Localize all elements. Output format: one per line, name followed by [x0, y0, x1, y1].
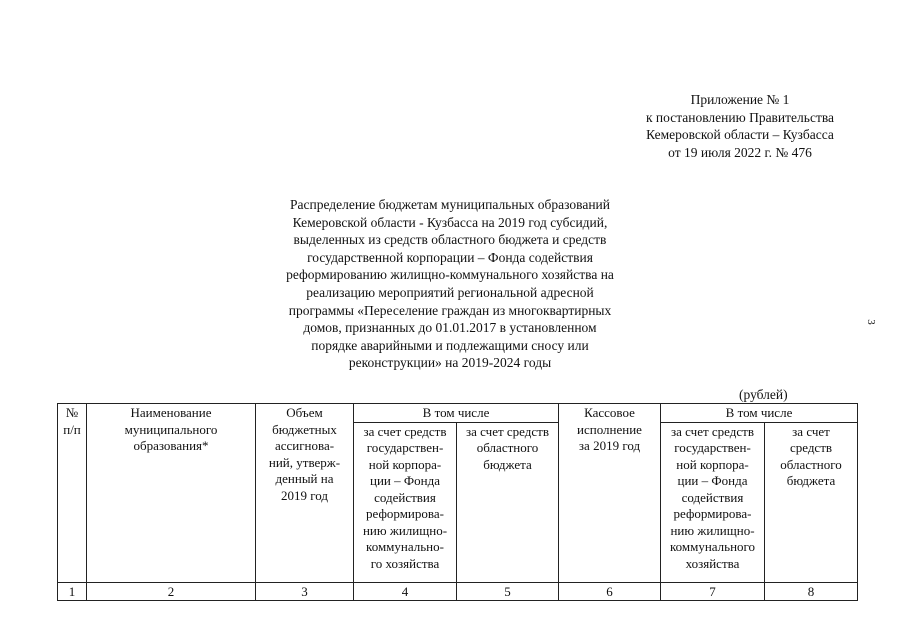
column-number: 7 [661, 582, 765, 601]
title-line: государственной корпорации – Фонда содействия [307, 249, 593, 265]
header-regional-share-2: за счет средств областного бюджета [765, 422, 858, 582]
annex-header [600, 91, 880, 161]
column-numbers-row [58, 582, 858, 601]
header-including-1: В том числе [354, 404, 559, 423]
header-fund-share-2: за счет средств государствен- ной корпора- ции – Фонда содействия реформирова- нию жилищно- коммунального хозяйства [661, 422, 765, 582]
annex-line: к постановлению Правительства [645, 109, 835, 125]
header-budget-volume: Объем бюджетных ассигнова- ний, утверж- денный на 2019 год [256, 404, 354, 583]
title-line: реконструкции» на 2019-2024 годы [348, 355, 552, 371]
title-line: домов, признанных до 01.01.2017 в установленном [303, 320, 597, 336]
title-line: программы «Переселение граждан из многоквартирных [288, 302, 612, 318]
title-line: реформированию жилищно-коммунального хозяйства на [286, 267, 614, 283]
annex-line: Кемеровской области – Кузбасса [646, 127, 834, 142]
page-number: 3 [864, 319, 877, 325]
title-line: реализацию мероприятий региональной адресной [306, 284, 594, 300]
column-number: 5 [457, 582, 559, 601]
header-cash-execution: Кассовое исполнение за 2019 год [559, 404, 661, 583]
column-number: 6 [559, 582, 661, 601]
header-regional-share-1: за счет средств областного бюджета [457, 422, 559, 582]
title-line: Распределение бюджетам муниципальных образований [289, 197, 610, 212]
annex-line: от 19 июля 2022 г. № 476 [668, 144, 812, 160]
header-including-2: В том числе [661, 404, 858, 423]
header-number: № п/п [58, 404, 87, 583]
title-line: порядке аварийными и подлежащими сносу или [311, 337, 589, 353]
header-municipality: Наименование муниципального образования* [87, 404, 256, 583]
column-number: 3 [256, 582, 354, 601]
distribution-table [57, 403, 858, 601]
column-number: 1 [58, 582, 87, 601]
annex-line: Приложение № 1 [690, 92, 790, 107]
title-line: Кемеровской области - Кузбасса на 2019 год субсидий, [292, 214, 608, 230]
units-label: (рублей) [739, 387, 788, 402]
title-line: выделенных из средств областного бюджета и средств [293, 232, 607, 248]
column-number: 4 [354, 582, 457, 601]
document-title [235, 196, 665, 372]
column-number: 8 [765, 582, 858, 601]
column-number: 2 [87, 582, 256, 601]
header-fund-share-1: за счет средств государствен- ной корпора- ции – Фонда содействия реформирова- нию жилищно- коммунально- го хозяйства [354, 422, 457, 582]
